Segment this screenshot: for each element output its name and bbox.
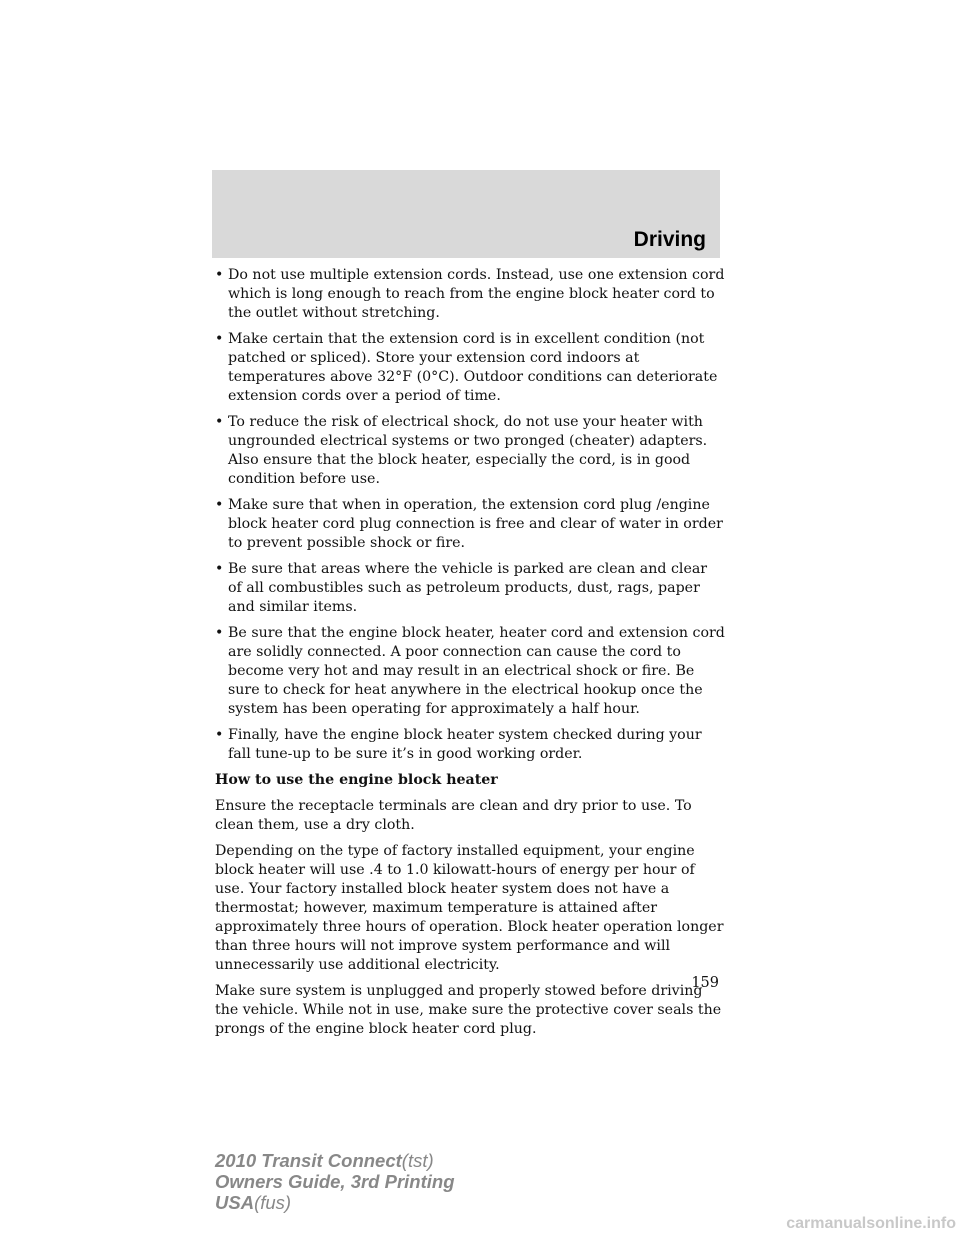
bullet-icon: •	[215, 267, 224, 283]
footer-line-3	[215, 1192, 455, 1213]
bullet-list	[215, 266, 725, 764]
bullet-icon: •	[215, 727, 224, 743]
bullet-text: Finally, have the engine block heater system checked during your fall tune-up to be sure it’s in good working order.	[228, 727, 702, 762]
bullet-text: Make sure that when in operation, the extension cord plug /engine block heater cord plug connection is free and clear of water in order to prevent possible shock or fire.	[228, 497, 723, 551]
bullet-text: Make certain that the extension cord is in excellent condition (not patched or spliced). Store your extension cord indoors at temperatures above 32°F (0°C). Outdoor conditions can deteriorate extension cords over a period of time.	[228, 331, 718, 404]
footer-line-1	[215, 1150, 455, 1171]
list-item	[215, 726, 725, 764]
page-number: 159	[691, 975, 719, 991]
document-footer	[215, 1150, 455, 1213]
list-item	[215, 496, 725, 553]
bullet-icon: •	[215, 625, 224, 641]
bullet-icon: •	[215, 414, 224, 430]
page-body	[215, 266, 725, 1046]
paragraph: Make sure system is unplugged and properly stowed before driving the vehicle. While not in use, make sure the protective cover seals the prongs of the engine block heater cord plug.	[215, 983, 722, 1037]
bullet-icon: •	[215, 497, 224, 513]
footer-model: 2010 Transit Connect	[215, 1150, 402, 1171]
bullet-text: Do not use multiple extension cords. Instead, use one extension cord which is long enough to reach from the engine block heater cord to the outlet without stretching.	[228, 267, 725, 321]
footer-guide: Owners Guide, 3rd Printing	[215, 1171, 455, 1192]
footer-line-2	[215, 1171, 455, 1192]
subheading: How to use the engine block heater	[215, 772, 498, 788]
list-item	[215, 624, 725, 719]
footer-market-code: (fus)	[254, 1192, 292, 1213]
bullet-text: Be sure that areas where the vehicle is parked are clean and clear of all combustibles such as petroleum products, dust, rags, paper and similar items.	[228, 561, 708, 615]
watermark: carmanualsonline.info	[786, 1215, 956, 1232]
bullet-text: To reduce the risk of electrical shock, do not use your heater with ungrounded electrical systems or two pronged (cheater) adapters. Also ensure that the block heater, especially the cord, is in good condition before use.	[228, 414, 708, 487]
paragraph: Depending on the type of factory installed equipment, your engine block heater will use .4 to 1.0 kilowatt-hours of energy per hour of use. Your factory installed block heater system does not have a thermostat; however, maximum temperature is attained after approximately three hours of operation. Block heater operation longer than three hours will not improve system performance and will unnecessarily use additional electricity.	[215, 843, 724, 973]
bullet-text: Be sure that the engine block heater, heater cord and extension cord are solidly connected. A poor connection can cause the cord to become very hot and may result in an electrical shock or fire. Be sure to check for heat anywhere in the electrical hookup once the system has been operating for approximately a half hour.	[228, 625, 725, 717]
footer-market: USA	[215, 1192, 255, 1213]
list-item	[215, 266, 725, 323]
bullet-icon: •	[215, 331, 224, 347]
list-item	[215, 560, 725, 617]
section-header-band	[212, 170, 720, 258]
section-title: Driving	[633, 228, 706, 251]
paragraph: Ensure the receptacle terminals are clean and dry prior to use. To clean them, use a dry cloth.	[215, 798, 692, 833]
bullet-icon: •	[215, 561, 224, 577]
list-item	[215, 413, 725, 489]
list-item	[215, 330, 725, 406]
footer-model-code: (tst)	[401, 1150, 434, 1171]
